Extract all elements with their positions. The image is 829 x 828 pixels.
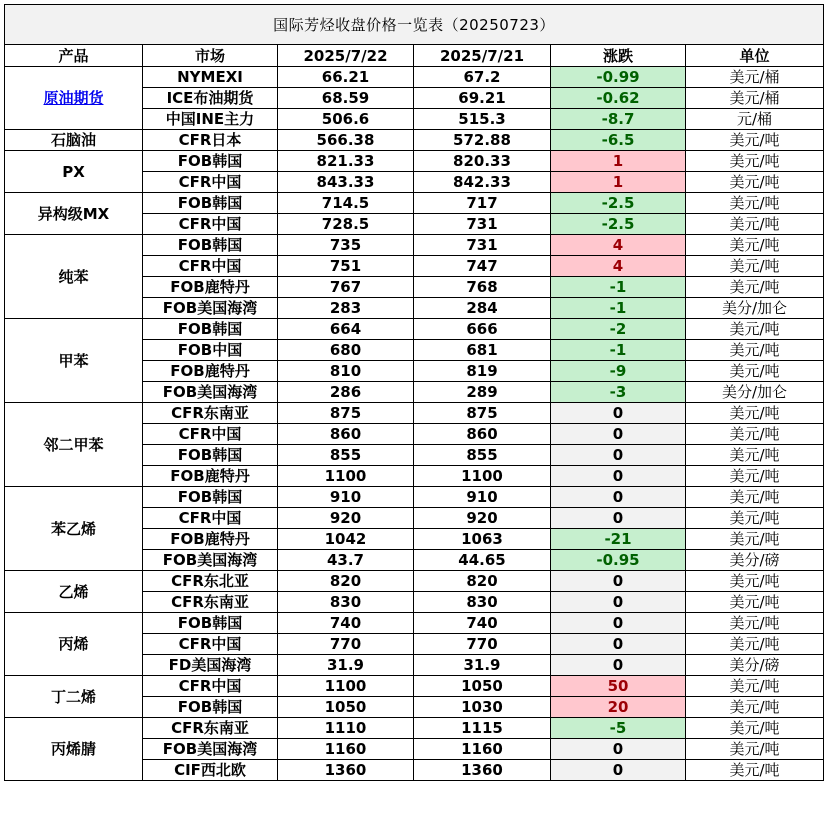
change-cell: -2 bbox=[551, 319, 686, 340]
unit-cell: 美元/吨 bbox=[686, 718, 824, 739]
change-cell: 0 bbox=[551, 466, 686, 487]
price-current: 860 bbox=[278, 424, 414, 445]
unit-cell: 美元/吨 bbox=[686, 739, 824, 760]
unit-cell: 美元/吨 bbox=[686, 760, 824, 781]
title-row bbox=[5, 5, 824, 45]
unit-cell: 美元/吨 bbox=[686, 256, 824, 277]
price-previous: 910 bbox=[414, 487, 551, 508]
change-cell: -2.5 bbox=[551, 193, 686, 214]
change-cell: 4 bbox=[551, 235, 686, 256]
price-previous: 920 bbox=[414, 508, 551, 529]
market-cell: CFR东南亚 bbox=[143, 403, 278, 424]
unit-cell: 美元/吨 bbox=[686, 151, 824, 172]
unit-cell: 美元/吨 bbox=[686, 466, 824, 487]
change-cell: 0 bbox=[551, 634, 686, 655]
unit-cell: 美元/吨 bbox=[686, 235, 824, 256]
change-cell: -21 bbox=[551, 529, 686, 550]
price-current: 767 bbox=[278, 277, 414, 298]
table-row bbox=[5, 235, 824, 256]
price-current: 855 bbox=[278, 445, 414, 466]
market-cell: FOB美国海湾 bbox=[143, 550, 278, 571]
market-cell: FOB美国海湾 bbox=[143, 298, 278, 319]
market-cell: CFR东南亚 bbox=[143, 592, 278, 613]
unit-cell: 美元/吨 bbox=[686, 193, 824, 214]
price-current: 740 bbox=[278, 613, 414, 634]
price-current: 910 bbox=[278, 487, 414, 508]
price-current: 810 bbox=[278, 361, 414, 382]
change-cell: 0 bbox=[551, 445, 686, 466]
price-previous: 515.3 bbox=[414, 109, 551, 130]
price-previous: 67.2 bbox=[414, 67, 551, 88]
unit-cell: 美元/吨 bbox=[686, 487, 824, 508]
market-cell: NYMEXI bbox=[143, 67, 278, 88]
header-unit: 单位 bbox=[686, 45, 824, 67]
market-cell: FOB鹿特丹 bbox=[143, 466, 278, 487]
price-current: 286 bbox=[278, 382, 414, 403]
change-cell: 0 bbox=[551, 760, 686, 781]
market-cell: FOB鹿特丹 bbox=[143, 277, 278, 298]
change-cell: -1 bbox=[551, 340, 686, 361]
unit-cell: 元/桶 bbox=[686, 109, 824, 130]
product-name: 异构级MX bbox=[5, 193, 143, 235]
unit-cell: 美元/吨 bbox=[686, 172, 824, 193]
change-cell: -3 bbox=[551, 382, 686, 403]
price-previous: 820 bbox=[414, 571, 551, 592]
market-cell: CIF西北欧 bbox=[143, 760, 278, 781]
header-row bbox=[5, 45, 824, 67]
unit-cell: 美元/吨 bbox=[686, 613, 824, 634]
price-current: 714.5 bbox=[278, 193, 414, 214]
price-current: 31.9 bbox=[278, 655, 414, 676]
product-name: 甲苯 bbox=[5, 319, 143, 403]
unit-cell: 美元/桶 bbox=[686, 88, 824, 109]
product-name: 丁二烯 bbox=[5, 676, 143, 718]
table-row bbox=[5, 151, 824, 172]
price-current: 1100 bbox=[278, 466, 414, 487]
unit-cell: 美元/吨 bbox=[686, 571, 824, 592]
change-cell: -8.7 bbox=[551, 109, 686, 130]
product-name: 丙烯 bbox=[5, 613, 143, 676]
change-cell: 0 bbox=[551, 403, 686, 424]
unit-cell: 美元/吨 bbox=[686, 697, 824, 718]
unit-cell: 美元/桶 bbox=[686, 67, 824, 88]
price-previous: 770 bbox=[414, 634, 551, 655]
change-cell: -5 bbox=[551, 718, 686, 739]
market-cell: CFR中国 bbox=[143, 172, 278, 193]
unit-cell: 美元/吨 bbox=[686, 592, 824, 613]
header-market: 市场 bbox=[143, 45, 278, 67]
product-name: 邻二甲苯 bbox=[5, 403, 143, 487]
price-current: 1110 bbox=[278, 718, 414, 739]
price-current: 664 bbox=[278, 319, 414, 340]
header-date-2: 2025/7/21 bbox=[414, 45, 551, 67]
table-row bbox=[5, 487, 824, 508]
table-row bbox=[5, 403, 824, 424]
change-cell: -1 bbox=[551, 277, 686, 298]
price-current: 920 bbox=[278, 508, 414, 529]
price-current: 751 bbox=[278, 256, 414, 277]
unit-cell: 美元/吨 bbox=[686, 130, 824, 151]
price-current: 680 bbox=[278, 340, 414, 361]
change-cell: -0.95 bbox=[551, 550, 686, 571]
market-cell: FOB韩国 bbox=[143, 151, 278, 172]
market-cell: CFR中国 bbox=[143, 214, 278, 235]
change-cell: 4 bbox=[551, 256, 686, 277]
market-cell: CFR日本 bbox=[143, 130, 278, 151]
price-previous: 1050 bbox=[414, 676, 551, 697]
price-previous: 1115 bbox=[414, 718, 551, 739]
price-current: 506.6 bbox=[278, 109, 414, 130]
market-cell: FOB韩国 bbox=[143, 613, 278, 634]
price-current: 820 bbox=[278, 571, 414, 592]
unit-cell: 美元/吨 bbox=[686, 676, 824, 697]
market-cell: FOB韩国 bbox=[143, 487, 278, 508]
market-cell: FOB韩国 bbox=[143, 235, 278, 256]
product-name: 苯乙烯 bbox=[5, 487, 143, 571]
price-previous: 666 bbox=[414, 319, 551, 340]
product-name: 纯苯 bbox=[5, 235, 143, 319]
unit-cell: 美分/加仑 bbox=[686, 382, 824, 403]
unit-cell: 美元/吨 bbox=[686, 445, 824, 466]
market-cell: FOB美国海湾 bbox=[143, 739, 278, 760]
change-cell: 0 bbox=[551, 571, 686, 592]
price-previous: 731 bbox=[414, 235, 551, 256]
unit-cell: 美元/吨 bbox=[686, 277, 824, 298]
price-previous: 842.33 bbox=[414, 172, 551, 193]
market-cell: FOB鹿特丹 bbox=[143, 529, 278, 550]
market-cell: FOB韩国 bbox=[143, 445, 278, 466]
price-previous: 284 bbox=[414, 298, 551, 319]
unit-cell: 美元/吨 bbox=[686, 403, 824, 424]
price-current: 66.21 bbox=[278, 67, 414, 88]
price-current: 283 bbox=[278, 298, 414, 319]
change-cell: 1 bbox=[551, 172, 686, 193]
price-previous: 31.9 bbox=[414, 655, 551, 676]
unit-cell: 美元/吨 bbox=[686, 529, 824, 550]
market-cell: FOB鹿特丹 bbox=[143, 361, 278, 382]
price-previous: 768 bbox=[414, 277, 551, 298]
price-current: 1360 bbox=[278, 760, 414, 781]
change-cell: -6.5 bbox=[551, 130, 686, 151]
price-current: 830 bbox=[278, 592, 414, 613]
price-previous: 1160 bbox=[414, 739, 551, 760]
price-current: 843.33 bbox=[278, 172, 414, 193]
change-cell: 20 bbox=[551, 697, 686, 718]
price-current: 728.5 bbox=[278, 214, 414, 235]
table-title: 国际芳烃收盘价格一览表（20250723） bbox=[5, 5, 824, 45]
change-cell: -9 bbox=[551, 361, 686, 382]
change-cell: -0.99 bbox=[551, 67, 686, 88]
market-cell: FOB中国 bbox=[143, 340, 278, 361]
change-cell: 0 bbox=[551, 592, 686, 613]
price-current: 68.59 bbox=[278, 88, 414, 109]
price-previous: 1030 bbox=[414, 697, 551, 718]
market-cell: CFR中国 bbox=[143, 424, 278, 445]
table-row bbox=[5, 130, 824, 151]
change-cell: 1 bbox=[551, 151, 686, 172]
table-row bbox=[5, 67, 824, 88]
market-cell: FOB韩国 bbox=[143, 319, 278, 340]
price-previous: 747 bbox=[414, 256, 551, 277]
change-cell: -2.5 bbox=[551, 214, 686, 235]
market-cell: CFR中国 bbox=[143, 256, 278, 277]
market-cell: FOB韩国 bbox=[143, 697, 278, 718]
unit-cell: 美元/吨 bbox=[686, 634, 824, 655]
change-cell: -1 bbox=[551, 298, 686, 319]
product-name: 石脑油 bbox=[5, 130, 143, 151]
change-cell: 0 bbox=[551, 508, 686, 529]
market-cell: CFR中国 bbox=[143, 676, 278, 697]
change-cell: 50 bbox=[551, 676, 686, 697]
price-current: 875 bbox=[278, 403, 414, 424]
unit-cell: 美分/加仑 bbox=[686, 298, 824, 319]
market-cell: CFR中国 bbox=[143, 634, 278, 655]
change-cell: -0.62 bbox=[551, 88, 686, 109]
table-row bbox=[5, 319, 824, 340]
change-cell: 0 bbox=[551, 613, 686, 634]
price-current: 770 bbox=[278, 634, 414, 655]
unit-cell: 美分/磅 bbox=[686, 655, 824, 676]
product-name: PX bbox=[5, 151, 143, 193]
market-cell: CFR东北亚 bbox=[143, 571, 278, 592]
price-previous: 681 bbox=[414, 340, 551, 361]
price-previous: 289 bbox=[414, 382, 551, 403]
table-row bbox=[5, 613, 824, 634]
table-row bbox=[5, 718, 824, 739]
price-table bbox=[4, 4, 824, 781]
table-row bbox=[5, 193, 824, 214]
price-previous: 820.33 bbox=[414, 151, 551, 172]
change-cell: 0 bbox=[551, 655, 686, 676]
unit-cell: 美元/吨 bbox=[686, 340, 824, 361]
price-previous: 740 bbox=[414, 613, 551, 634]
unit-cell: 美元/吨 bbox=[686, 424, 824, 445]
price-previous: 819 bbox=[414, 361, 551, 382]
price-current: 1160 bbox=[278, 739, 414, 760]
market-cell: CFR中国 bbox=[143, 508, 278, 529]
market-cell: FOB美国海湾 bbox=[143, 382, 278, 403]
price-current: 1050 bbox=[278, 697, 414, 718]
unit-cell: 美元/吨 bbox=[686, 319, 824, 340]
market-cell: CFR东南亚 bbox=[143, 718, 278, 739]
price-previous: 855 bbox=[414, 445, 551, 466]
unit-cell: 美元/吨 bbox=[686, 361, 824, 382]
market-cell: FD美国海湾 bbox=[143, 655, 278, 676]
price-previous: 69.21 bbox=[414, 88, 551, 109]
table-body bbox=[5, 5, 824, 781]
market-cell: FOB韩国 bbox=[143, 193, 278, 214]
unit-cell: 美元/吨 bbox=[686, 508, 824, 529]
price-current: 43.7 bbox=[278, 550, 414, 571]
price-current: 1100 bbox=[278, 676, 414, 697]
change-cell: 0 bbox=[551, 487, 686, 508]
unit-cell: 美元/吨 bbox=[686, 214, 824, 235]
price-previous: 830 bbox=[414, 592, 551, 613]
price-previous: 731 bbox=[414, 214, 551, 235]
change-cell: 0 bbox=[551, 739, 686, 760]
market-cell: ICE布油期货 bbox=[143, 88, 278, 109]
price-current: 821.33 bbox=[278, 151, 414, 172]
price-previous: 1063 bbox=[414, 529, 551, 550]
change-cell: 0 bbox=[551, 424, 686, 445]
price-current: 735 bbox=[278, 235, 414, 256]
header-date-1: 2025/7/22 bbox=[278, 45, 414, 67]
price-previous: 875 bbox=[414, 403, 551, 424]
market-cell: 中国INE主力 bbox=[143, 109, 278, 130]
unit-cell: 美分/磅 bbox=[686, 550, 824, 571]
price-previous: 572.88 bbox=[414, 130, 551, 151]
price-previous: 860 bbox=[414, 424, 551, 445]
price-previous: 44.65 bbox=[414, 550, 551, 571]
price-previous: 1360 bbox=[414, 760, 551, 781]
table-row bbox=[5, 571, 824, 592]
price-previous: 1100 bbox=[414, 466, 551, 487]
table-row bbox=[5, 676, 824, 697]
price-previous: 717 bbox=[414, 193, 551, 214]
product-link[interactable]: 原油期货 bbox=[5, 67, 143, 130]
price-current: 566.38 bbox=[278, 130, 414, 151]
price-current: 1042 bbox=[278, 529, 414, 550]
header-change: 涨跌 bbox=[551, 45, 686, 67]
product-name: 丙烯腈 bbox=[5, 718, 143, 781]
product-name: 乙烯 bbox=[5, 571, 143, 613]
header-product: 产品 bbox=[5, 45, 143, 67]
